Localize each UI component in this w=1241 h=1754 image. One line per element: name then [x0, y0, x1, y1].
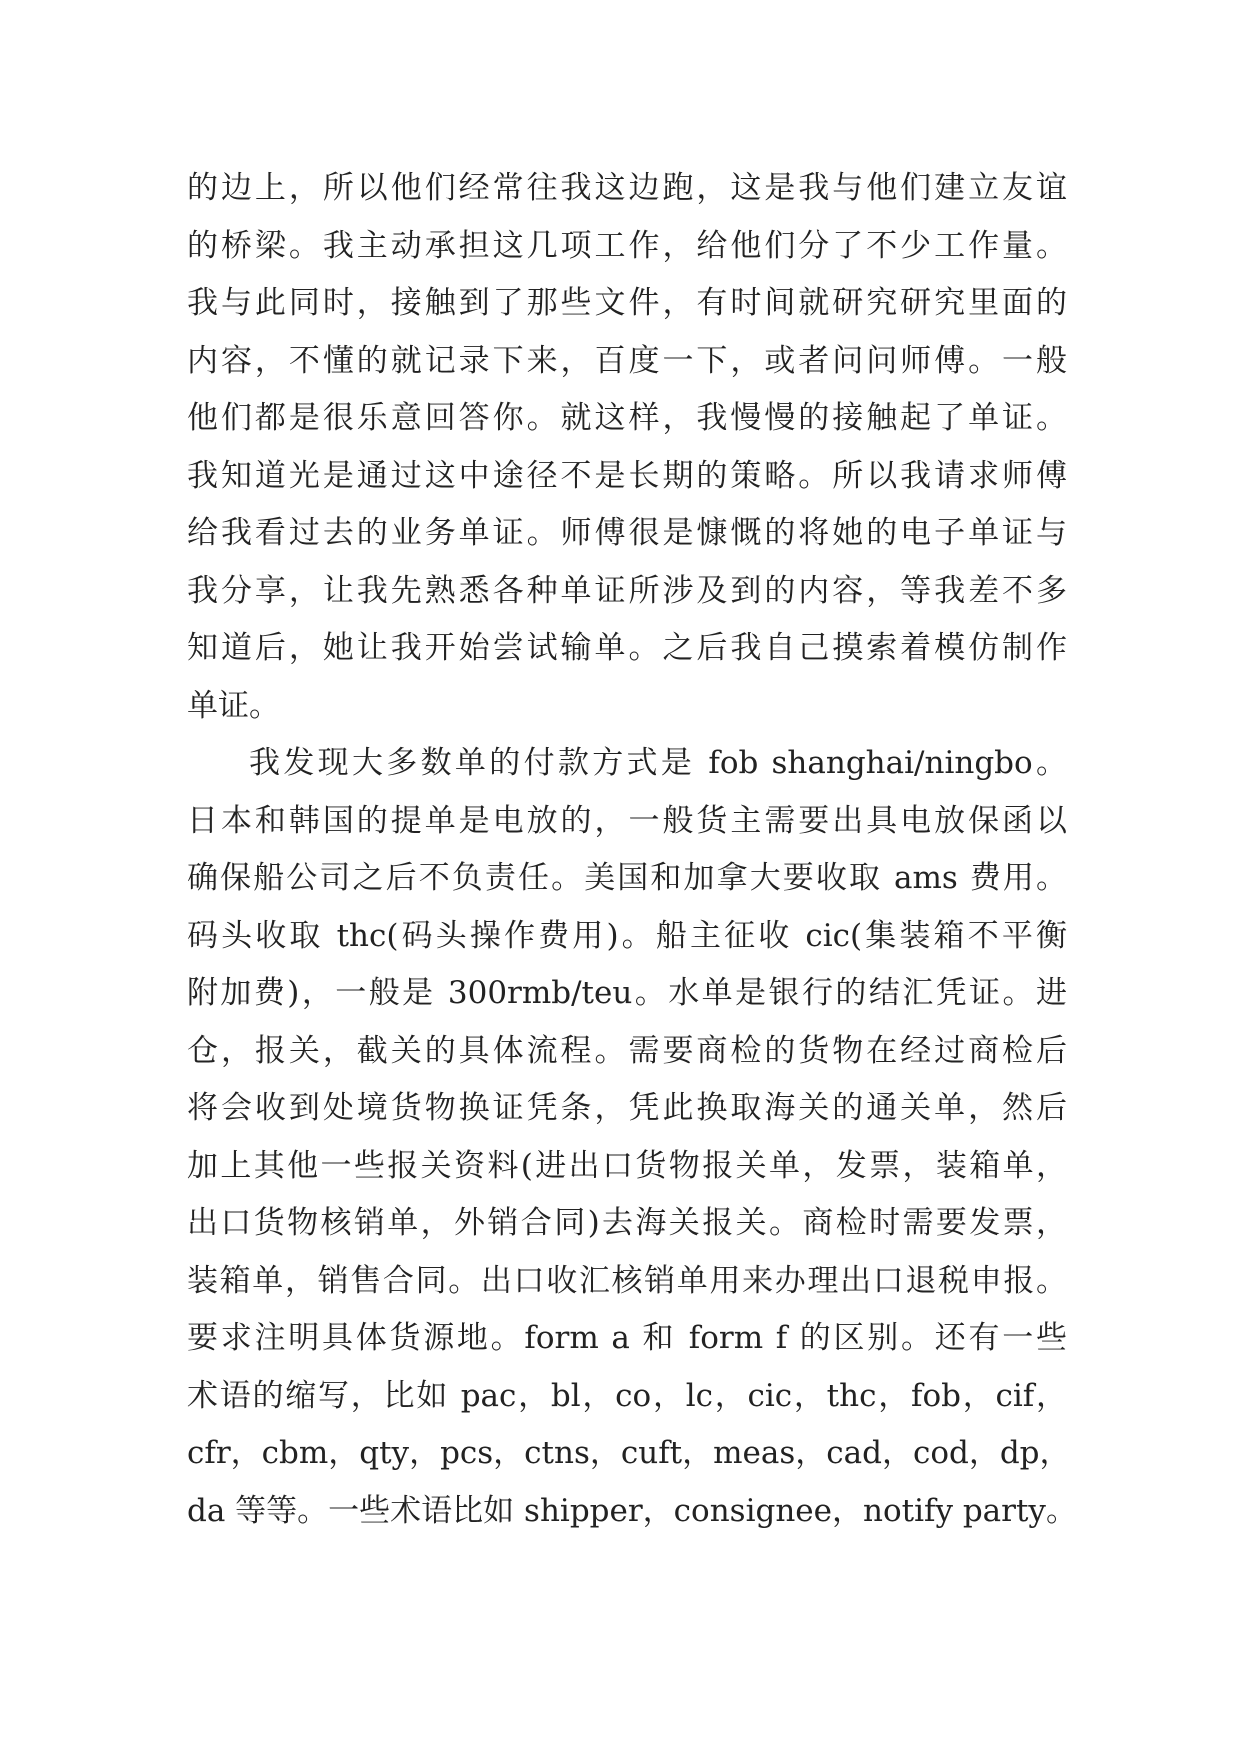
text-line: 他们都是很乐意回答你。就这样，我慢慢的接触起了单证。: [187, 400, 1067, 436]
text-line: 仓，报关，截关的具体流程。需要商检的货物在经过商检后: [187, 1032, 1067, 1069]
text-line: 内容，不懂的就记录下来，百度一下，或者问问师傅。一般: [187, 342, 1067, 379]
text-line: 术语的缩写，比如 pac，bl，co，lc，cic，thc，fob，cif，: [187, 1377, 1067, 1414]
text-line: 码头收取 thc(码头操作费用)。船主征收 cic(集装箱不平衡: [187, 917, 1067, 954]
paragraph-start-line: 我发现大多数单的付款方式是 fob shanghai/ningbo。: [249, 745, 1067, 781]
text-line: 加上其他一些报关资料(进出口货物报关单，发票，装箱单，: [187, 1147, 1067, 1184]
text-line: 要求注明具体货源地。form a 和 form f 的区别。还有一些: [187, 1320, 1067, 1356]
text-line: 确保船公司之后不负责任。美国和加拿大要收取 ams 费用。: [187, 860, 1067, 896]
text-line: 日本和韩国的提单是电放的，一般货主需要出具电放保函以: [187, 802, 1067, 839]
text-line: 我分享，让我先熟悉各种单证所涉及到的内容，等我差不多: [187, 572, 1067, 609]
text-line: 附加费)，一般是 300rmb/teu。水单是银行的结汇凭证。进: [187, 975, 1067, 1011]
text-line: da 等等。一些术语比如 shipper，consignee，notify party。: [187, 1492, 1077, 1529]
text-line: 的桥梁。我主动承担这几项工作，给他们分了不少工作量。: [187, 227, 1067, 264]
text-line: cfr，cbm，qty，pcs，ctns，cuft，meas，cad，cod，dp，: [187, 1435, 1071, 1471]
text-line: 给我看过去的业务单证。师傅很是慷慨的将她的电子单证与: [187, 515, 1067, 551]
text-line: 将会收到处境货物换证凭条，凭此换取海关的通关单，然后: [187, 1090, 1067, 1126]
text-line: 出口货物核销单，外销合同)去海关报关。商检时需要发票，: [187, 1205, 1067, 1241]
text-line: 我知道光是通过这中途径不是长期的策略。所以我请求师傅: [187, 457, 1067, 494]
text-line: 单证。: [187, 687, 280, 724]
text-line: 我与此同时，接触到了那些文件，有时间就研究研究里面的: [187, 285, 1067, 321]
text-line: 的边上，所以他们经常往我这边跑，这是我与他们建立友谊: [187, 170, 1067, 206]
text-line: 装箱单，销售合同。出口收汇核销单用来办理出口退税申报。: [187, 1262, 1067, 1299]
text-line: 知道后，她让我开始尝试输单。之后我自己摸索着模仿制作: [187, 630, 1067, 666]
document-body: [187, 160, 1077, 1540]
